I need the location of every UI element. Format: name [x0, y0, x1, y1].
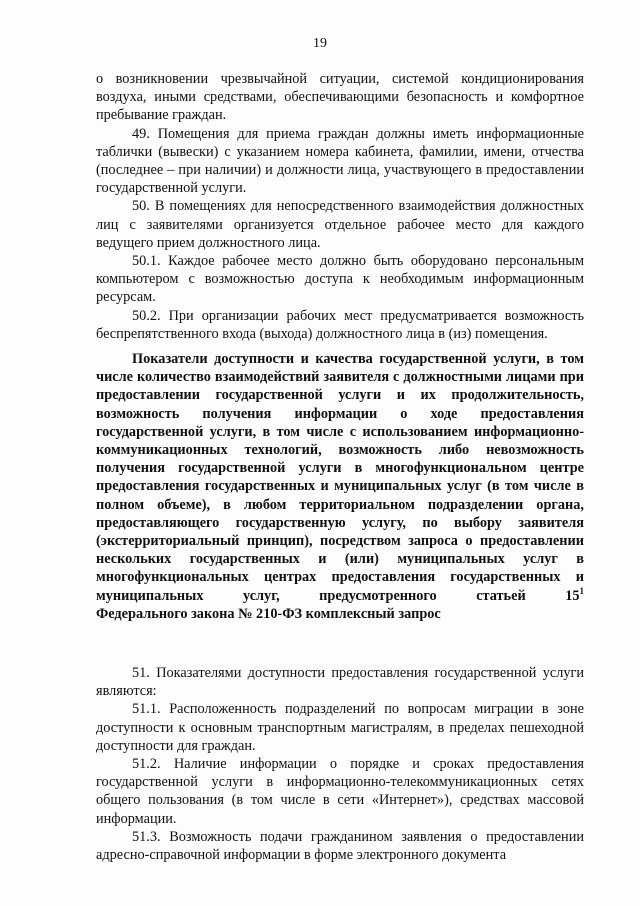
paragraph-51-1: 51.1. Расположенность подразделений по вопросам миграции в зоне доступности к основным транспортным магистралям, в пределах пешеходной доступности для граждан.	[96, 701, 584, 754]
paragraph-50-2: 50.2. При организации рабочих мест предусматривается возможность беспрепятственного входа (выхода) должностного лица в (из) помещения.	[96, 307, 584, 342]
section-heading-tail: Федерального закона № 210-ФЗ комплексный запрос	[96, 605, 441, 622]
section-heading-superscript: 1	[579, 585, 584, 596]
top-text-block	[96, 70, 584, 343]
bottom-text-block	[96, 664, 584, 864]
paragraph-51: 51. Показателями доступности предоставления государственной услуги являются:	[96, 665, 584, 700]
section-heading-main	[96, 350, 584, 605]
paragraph-51-2: 51.2. Наличие информации о порядке и сроках предоставления государственной услуги в информационно-телекоммуникационных сетях общего пользования (в том числе в сети «Интернет»), средствах массовой информации.	[96, 756, 584, 827]
paragraph-50: 50. В помещениях для непосредственного взаимодействия должностных лиц с заявителями организуется отдельное рабочее место для каждого ведущего прием должностного лица.	[96, 198, 584, 251]
paragraph-51-3: 51.3. Возможность подачи гражданином заявления о предоставлении адресно-справочной информации в форме электронного документа	[96, 828, 584, 864]
paragraph-49: 49. Помещения для приема граждан должны иметь информационные таблички (вывески) с указанием номера кабинета, фамилии, имени, отчества (последнее – при наличии) и должности лица, участвующего в предоставлении государственной услуги.	[96, 125, 584, 197]
section-heading	[96, 350, 584, 623]
paragraph-48-continuation: о возникновении чрезвычайной ситуации, системой кондиционирования воздуха, иными средствами, обеспечивающими безопасность и комфортное пребывание граждан.	[96, 71, 584, 124]
paragraph-50-1: 50.1. Каждое рабочее место должно быть оборудовано персональным компьютером с возможностью доступа к необходимым информационным ресурсам.	[96, 253, 584, 306]
section-heading-text: Показатели доступности и качества государственной услуги, в том числе количество взаимодействий заявителя с должностными лицами при предоставлении государственной услуги и их продолжительность, возможность получения информации о ходе предоставления государственной услуги, в том числе с использованием информационно-коммуникационных технологий, возможность либо невозможность получения государственной услуги в многофункциональном центре предоставления государственных и муниципальных услуг (в том числе в полном объеме), в любом территориальном подразделении органа, предоставляющего государственную услугу, по выбору заявителя (экстерриториальный принцип), посредством запроса о предоставлении нескольких государственных и (или) муниципальных услуг в многофункциональных центрах предоставления государственных и муниципальных услуг, предусмотренного статьей 15	[96, 351, 584, 604]
page-number: 19	[313, 36, 327, 51]
